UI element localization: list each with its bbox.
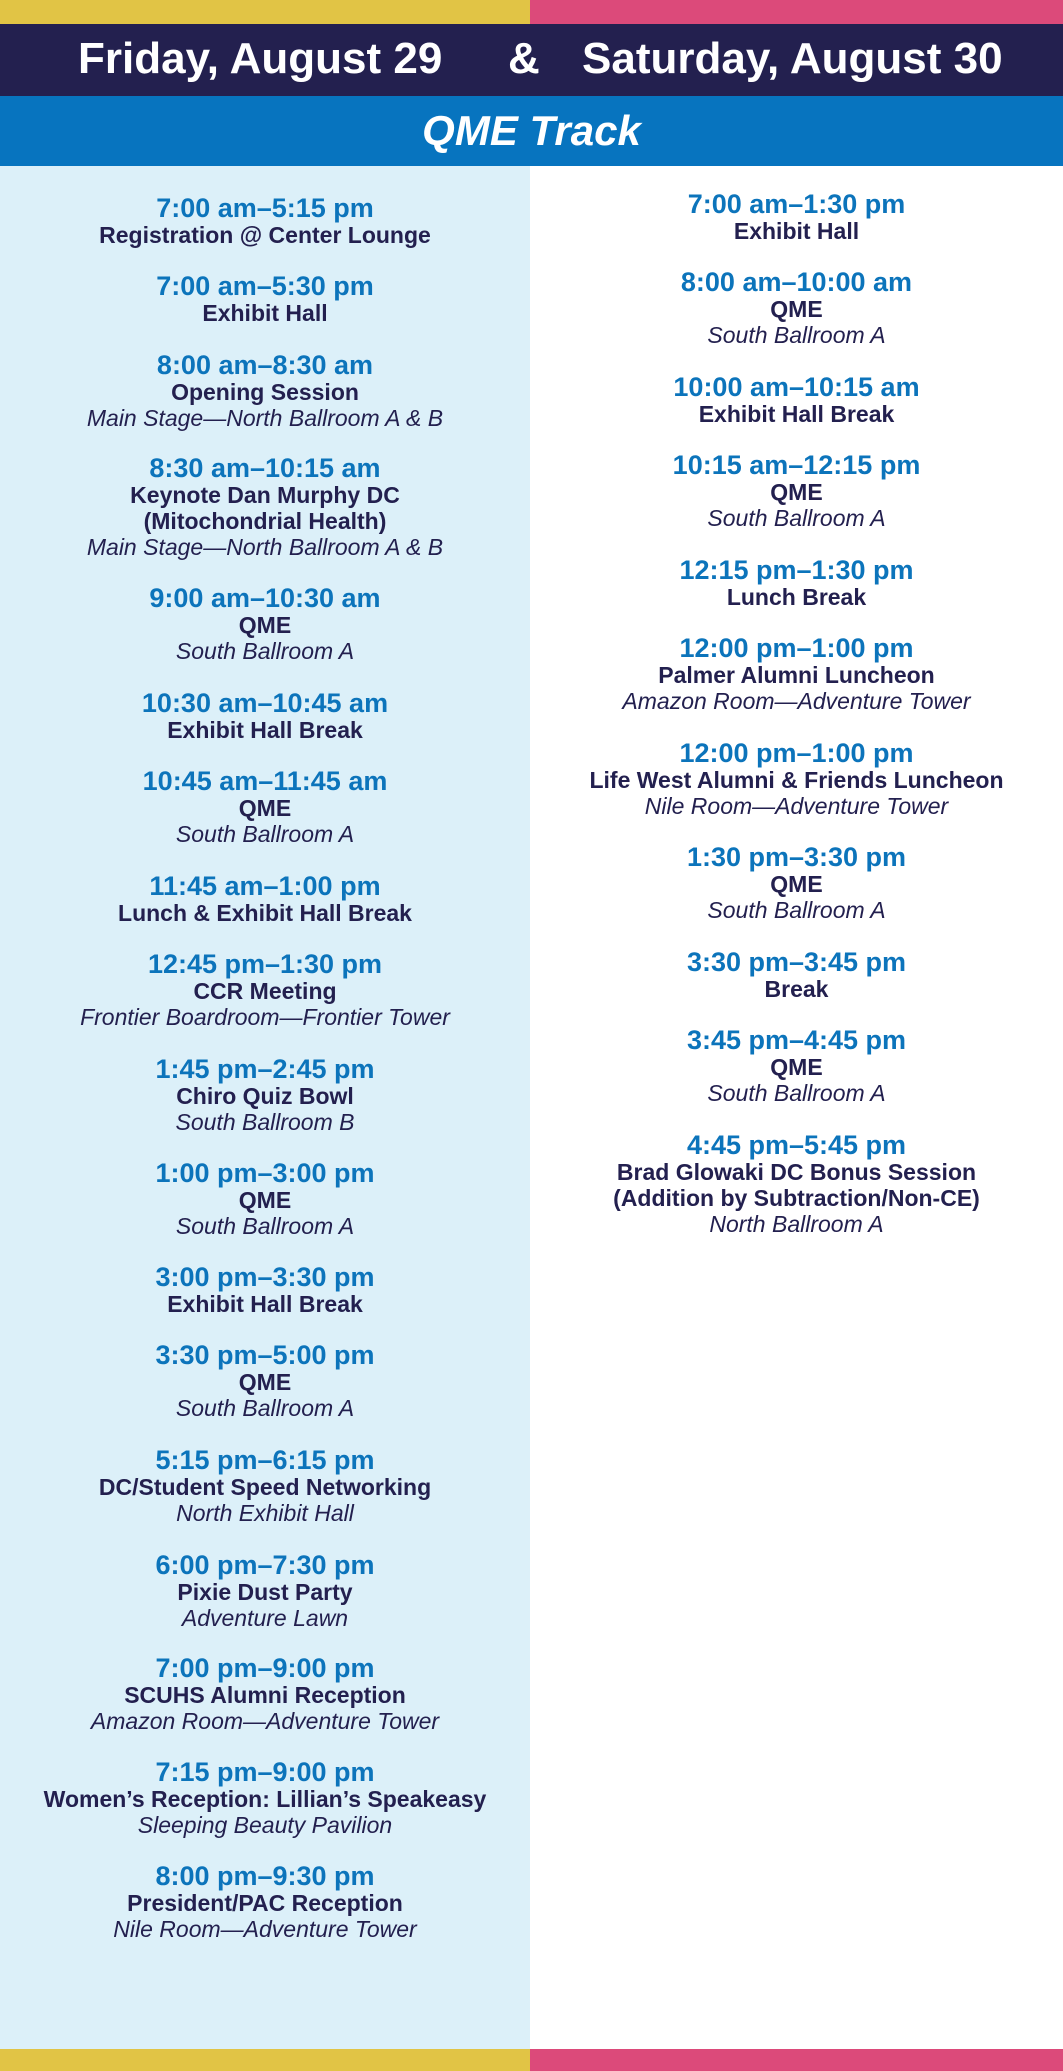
event-title: (Mitochondrial Health) — [143, 508, 387, 534]
event-title: Exhibit Hall Break — [167, 1291, 363, 1317]
event-time: 4:45 pm–5:45 pm — [686, 1130, 907, 1160]
event-title: Break — [764, 976, 829, 1002]
schedule-item — [530, 268, 1063, 348]
event-location: Main Stage—North Ballroom A & B — [86, 534, 444, 560]
schedule-item — [0, 1654, 530, 1734]
event-time: 12:00 pm–1:00 pm — [679, 738, 914, 768]
event-location: South Ballroom A — [175, 638, 355, 664]
event-title: QME — [770, 479, 823, 505]
event-location: South Ballroom A — [707, 322, 886, 348]
saturday-schedule-column — [530, 166, 1063, 2049]
schedule-item — [0, 194, 530, 248]
event-time: 1:45 pm–2:45 pm — [155, 1054, 375, 1084]
event-time: 10:30 am–10:45 am — [141, 688, 389, 718]
event-location: Nile Room—Adventure Tower — [644, 793, 949, 819]
event-title: Exhibit Hall Break — [167, 717, 363, 743]
track-title: QME Track — [0, 96, 1063, 166]
schedule-item — [530, 843, 1063, 923]
event-location: North Ballroom A — [709, 1211, 884, 1237]
event-location: Amazon Room—Adventure Tower — [90, 1708, 440, 1734]
event-time: 3:30 pm–5:00 pm — [155, 1340, 375, 1370]
schedule-item — [530, 634, 1063, 714]
event-time: 3:45 pm–4:45 pm — [686, 1025, 907, 1055]
event-time: 10:00 am–10:15 am — [673, 372, 920, 402]
event-title: QME — [770, 296, 823, 322]
event-location: North Exhibit Hall — [176, 1500, 354, 1526]
event-location: South Ballroom A — [707, 897, 886, 923]
event-title: Palmer Alumni Luncheon — [658, 662, 935, 688]
event-time: 7:00 am–5:30 pm — [156, 271, 374, 301]
event-time: 7:15 pm–9:00 pm — [155, 1757, 375, 1787]
event-time: 9:00 am–10:30 am — [149, 583, 381, 613]
event-time: 12:45 pm–1:30 pm — [147, 949, 383, 979]
schedule-item — [0, 584, 530, 664]
event-title: QME — [770, 871, 823, 897]
schedule-item — [0, 1551, 530, 1631]
event-title: Life West Alumni & Friends Luncheon — [589, 767, 1004, 793]
event-title: DC/Student Speed Networking — [98, 1474, 432, 1500]
event-title: Brad Glowaki DC Bonus Session — [616, 1159, 977, 1185]
event-time: 8:30 am–10:15 am — [149, 453, 381, 483]
top-color-bar — [0, 0, 1063, 24]
ampersand: & — [508, 34, 540, 83]
schedule-item — [0, 454, 530, 560]
event-title: Chiro Quiz Bowl — [176, 1083, 354, 1109]
event-time: 3:00 pm–3:30 pm — [155, 1262, 375, 1292]
event-time: 11:45 am–1:00 pm — [149, 871, 381, 901]
event-title: QME — [238, 612, 292, 638]
event-title: Pixie Dust Party — [177, 1579, 353, 1605]
event-time: 10:45 am–11:45 am — [142, 766, 388, 796]
schedule-item — [530, 190, 1063, 244]
schedule-item — [0, 1055, 530, 1135]
event-time: 8:00 am–10:00 am — [680, 267, 913, 297]
event-time: 8:00 am–8:30 am — [156, 350, 374, 380]
schedule-item — [0, 767, 530, 847]
event-title: Exhibit Hall — [202, 300, 328, 326]
event-time: 6:00 pm–7:30 pm — [155, 1550, 375, 1580]
event-location: Nile Room—Adventure Tower — [113, 1916, 417, 1942]
event-time: 8:00 pm–9:30 pm — [155, 1861, 375, 1891]
event-location: Adventure Lawn — [181, 1605, 349, 1631]
schedule-item — [0, 1159, 530, 1239]
event-time: 1:30 pm–3:30 pm — [686, 842, 907, 872]
event-title: QME — [238, 1369, 292, 1395]
event-title: QME — [238, 795, 292, 821]
event-title: Women’s Reception: Lillian’s Speakeasy — [43, 1786, 487, 1812]
bottom-bar-yellow — [0, 2049, 530, 2071]
event-time: 7:00 am–5:15 pm — [156, 193, 374, 223]
top-bar-yellow — [0, 0, 530, 24]
event-time: 7:00 am–1:30 pm — [687, 189, 906, 219]
event-location: South Ballroom A — [175, 1395, 355, 1421]
event-location: South Ballroom A — [707, 1080, 886, 1106]
friday-schedule-column — [0, 166, 530, 2049]
event-location: South Ballroom A — [175, 821, 355, 847]
event-time: 1:00 pm–3:00 pm — [155, 1158, 375, 1188]
event-location: South Ballroom A — [707, 505, 886, 531]
date-header — [0, 24, 1063, 96]
schedule-item — [0, 1862, 530, 1942]
event-time: 3:30 pm–3:45 pm — [686, 947, 907, 977]
event-title: QME — [238, 1187, 292, 1213]
event-time: 5:15 pm–6:15 pm — [155, 1445, 375, 1475]
event-title: Opening Session — [171, 379, 359, 405]
schedule-item — [530, 739, 1063, 819]
schedule-item — [0, 1446, 530, 1526]
schedule-item — [0, 950, 530, 1030]
schedule-item — [530, 451, 1063, 531]
event-title: (Addition by Subtraction/Non-CE) — [613, 1185, 980, 1211]
schedule-item — [530, 948, 1063, 1002]
schedule-item — [530, 556, 1063, 610]
schedule-item — [0, 351, 530, 431]
friday-date: Friday, August 29 — [78, 34, 443, 83]
schedule-item — [0, 1263, 530, 1317]
bottom-color-bar — [0, 2049, 1063, 2071]
event-location: Frontier Boardroom—Frontier Tower — [80, 1004, 450, 1030]
schedule-item — [0, 872, 530, 926]
event-title: CCR Meeting — [193, 978, 337, 1004]
saturday-date: Saturday, August 30 — [582, 34, 1003, 83]
event-location: Amazon Room—Adventure Tower — [622, 688, 971, 714]
schedule-item — [0, 689, 530, 743]
schedule-item — [0, 1341, 530, 1421]
schedule-item — [530, 373, 1063, 427]
schedule-item — [0, 272, 530, 326]
event-title: Exhibit Hall — [733, 218, 860, 244]
event-title: SCUHS Alumni Reception — [124, 1682, 406, 1708]
schedule-item — [0, 1758, 530, 1838]
event-title: Lunch & Exhibit Hall Break — [118, 900, 412, 926]
event-title: Lunch Break — [726, 584, 867, 610]
event-title: Exhibit Hall Break — [698, 401, 895, 427]
event-time: 10:15 am–12:15 pm — [672, 450, 921, 480]
event-title: President/PAC Reception — [127, 1890, 403, 1916]
event-location: South Ballroom A — [175, 1213, 355, 1239]
schedule-item — [530, 1131, 1063, 1237]
event-title: Keynote Dan Murphy DC — [130, 482, 400, 508]
event-time: 7:00 pm–9:00 pm — [155, 1653, 375, 1683]
event-location: Main Stage—North Ballroom A & B — [86, 405, 444, 431]
event-time: 12:00 pm–1:00 pm — [679, 633, 914, 663]
event-location: South Ballroom B — [175, 1109, 355, 1135]
bottom-bar-pink — [530, 2049, 1063, 2071]
schedule-item — [530, 1026, 1063, 1106]
event-title: Registration @ Center Lounge — [99, 222, 431, 248]
top-bar-pink — [530, 0, 1063, 24]
event-title: QME — [770, 1054, 823, 1080]
event-location: Sleeping Beauty Pavilion — [137, 1812, 393, 1838]
event-time: 12:15 pm–1:30 pm — [679, 555, 914, 585]
